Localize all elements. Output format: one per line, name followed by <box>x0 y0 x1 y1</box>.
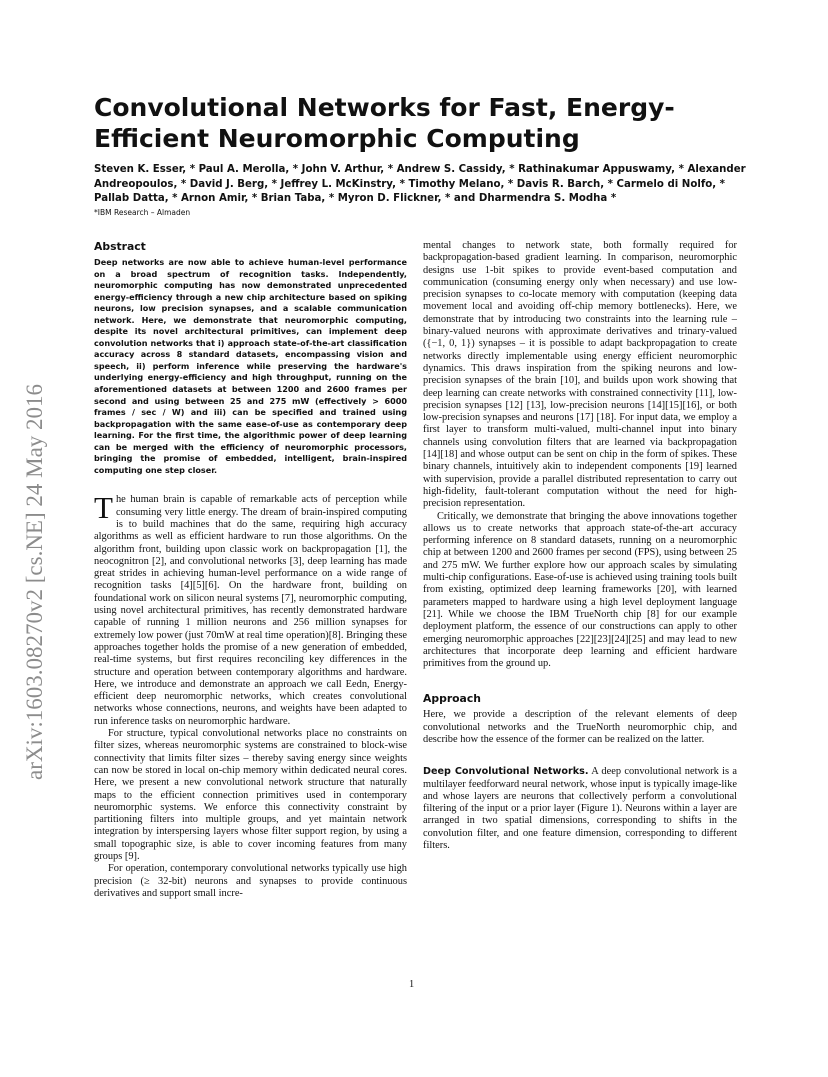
approach-heading: Approach <box>423 692 481 706</box>
right-column <box>423 240 737 852</box>
intro-paragraph-2: For structure, typical convolutional networks place no constraints on filter sizes, whereas neuromorphic systems are constrained to block-wise connectivity that limits filter sizes – thereby saving energy since weights can now be stored in local on-chip memory within dedicated neural cores. Here, we present a new convolutional network structure that naturally maps to the efficient connection primitives used in contemporary neuromorphic systems. We enforce this connectivity constraint by partitioning filters into multiple groups, and yet maintain network integration by interspersing layers whose filter support region, by using a small topographic size, is able to cover incoming features from many groups [9]. <box>94 728 407 862</box>
dcn-text: A deep convolutional network is a multilayer feedforward neural network, whose input is typically image-like and whose layers are neurons that collectively perform a convolutional filtering of the input or a prior layer (Figure 1). Neurons within a layer are arranged in two spatial dimensions, corresponding to shifts in the convolution filter, and one feature dimension, corresponding to different filters. <box>423 766 737 852</box>
intro-paragraph-3-start: For operation, contemporary convolutional networks typically use high precision (≥ 32-bit) neurons and synapses to provide continuous derivatives and support small incre- <box>94 863 407 899</box>
drop-cap: T <box>94 490 113 526</box>
intro-paragraph-3: mental changes to network state, both formally required for backpropagation-based gradient learning. In comparison, neuromorphic designs use 1-bit spikes to provide event-based computation and communication (consuming energy only when necessary) and use low-precision synapses to co-locate memory with computation (keeping data movement local and avoiding off-chip memory bottlenecks). Here, we demonstrate that by introducing two constraints into the learning rule – binary-valued neurons with approximate derivatives and trinary-valued ({−1, 0, 1}) synapses – it is possible to adapt backpropagation to create networks directly implementable using energy efficient neuromorphic dynamics. This draws inspiration from the spiking neurons and low-precision synapses of the brain [10], and builds upon work showing that deep learning can create networks with constrained connectivity [11], low-precision synapses [12] [13], low-precision neurons [14][15][16], or both low-precision synapses and neurons [17] [18]. For input data, we employ a first layer to transform multi-valued, multi-channel input into binary channels using convolution filters that are learned via backpropagation [14][18] and whose output can be sent on chip in the form of spikes. These binary channels, intuitively akin to independent components [19] learned with supervision, provide a parallel distributed representation to carry out high-fidelity, fault-tolerant computation without the need for high-precision representation. <box>423 240 737 510</box>
intro-paragraph-4: Critically, we demonstrate that bringing the above innovations together allows us to create networks that approach state-of-the-art accuracy performing inference on 8 standard datasets, running on a neuromorphic chip at between 1200 and 2600 frames per second (FPS), using between 25 and 275 mW. We further explore how our approach scales by simulating multi-chip configurations. Ease-of-use is achieved using training tools built from existing, optimized deep learning frameworks [20], with learned parameters mapped to hardware using a high level deployment language [21]. While we choose the IBM TrueNorth chip [8] for our example deployment platform, the essence of our constructions can apply to other emerging neuromorphic approaches [22][23][24][25] and may lead to new architectures that incorporate deep learning and efficient hardware primitives from the ground up. <box>423 510 737 670</box>
left-column <box>94 240 407 900</box>
intro-paragraph-1 <box>94 490 407 728</box>
approach-text: Here, we provide a description of the relevant elements of deep convolutional networks and the TrueNorth neuromorphic chip, and describe how the essence of the former can be realized on the latter. <box>423 709 737 745</box>
intro-paragraph-1-text: he human brain is capable of remarkable acts of perception while consuming very little energy. The dream of brain-inspired computing is to build machines that do the same, requiring high accuracy algorithms as well as efficient hardware to run those algorithms. On the algorithm front, building upon classic work on backpropagation [1], the neocognitron [2], and convolutional networks [3], deep learning has made great strides in achieving human-level performance on a wide range of recognition tasks [4][5][6]. On the hardware front, building on foundational work on silicon neural systems [7], neuromorphic computing, using novel architectural primitives, has recently demonstrated hardware capable of running 1 million neurons and 256 million synapses for extremely low power (just 70mW at real time operation)[8]. Bringing these approaches together holds the promise of a new generation of embedded, real-time systems, but first requires reconciling key differences in the structure and operation between contemporary algorithms and hardware. Here, we introduce and demonstrate an approach we call Eedn, Energy-efficient deep neuromorphic networks, which creates convolutional networks whose connections, neurons, and weights have been adapted to run inference tasks on neuromorphic hardware. <box>94 494 407 727</box>
dcn-heading: Deep Convolutional Networks. <box>423 766 589 778</box>
abstract-text: Deep networks are now able to achieve human-level performance on a broad spectrum of recognition tasks. Independently, neuromorphic computing has now demonstrated unprecedented energy-efficiency through a new chip architecture based on spiking neurons, low precision synapses, and a scalable communication network. Here, we demonstrate that neuromorphic computing, despite its novel architectural primitives, can implement deep convolution networks that i) approach state-of-the-art classification accuracy across 8 standard datasets, encompassing vision and speech, ii) perform inference while preserving the hardware's underlying energy-efficiency and high throughput, running on the aforementioned datasets at between 1200 and 2600 frames per second and using between 25 and 275 mW (effectively > 6000 frames / sec / W) and iii) can be specified and trained using backpropagation with the same ease-of-use as contemporary deep learning. For the first time, the algorithmic power of deep learning can be merged with the efficiency of neuromorphic processors, bringing the promise of embedded, intelligent, brain-inspired computing one step closer. <box>94 257 407 475</box>
arxiv-id: arXiv:1603.08270v2 [cs.NE] 24 May 2016 <box>22 383 47 780</box>
author-list: Steven K. Esser, * Paul A. Merolla, * John V. Arthur, * Andrew S. Cassidy, * Rathinakumar Appuswamy, * Alexander Andreopoulos, * David J. Berg, * Jeffrey L. McKinstry, * Timothy Melano, * Davis R. Barch, * Carmelo di Nolfo, * Pallab Datta, * Arnon Amir, * Brian Taba, * Myron D. Flickner, * and Dharmendra S. Modha * <box>94 164 746 204</box>
arxiv-stamp <box>18 290 52 780</box>
page-number: 1 <box>409 979 415 990</box>
abstract-heading: Abstract <box>94 240 146 253</box>
dcn-paragraph <box>423 766 737 852</box>
affiliation: *IBM Research – Almaden <box>94 208 191 217</box>
paper-title: Convolutional Networks for Fast, Energy-Efficient Neuromorphic Computing <box>94 93 675 153</box>
